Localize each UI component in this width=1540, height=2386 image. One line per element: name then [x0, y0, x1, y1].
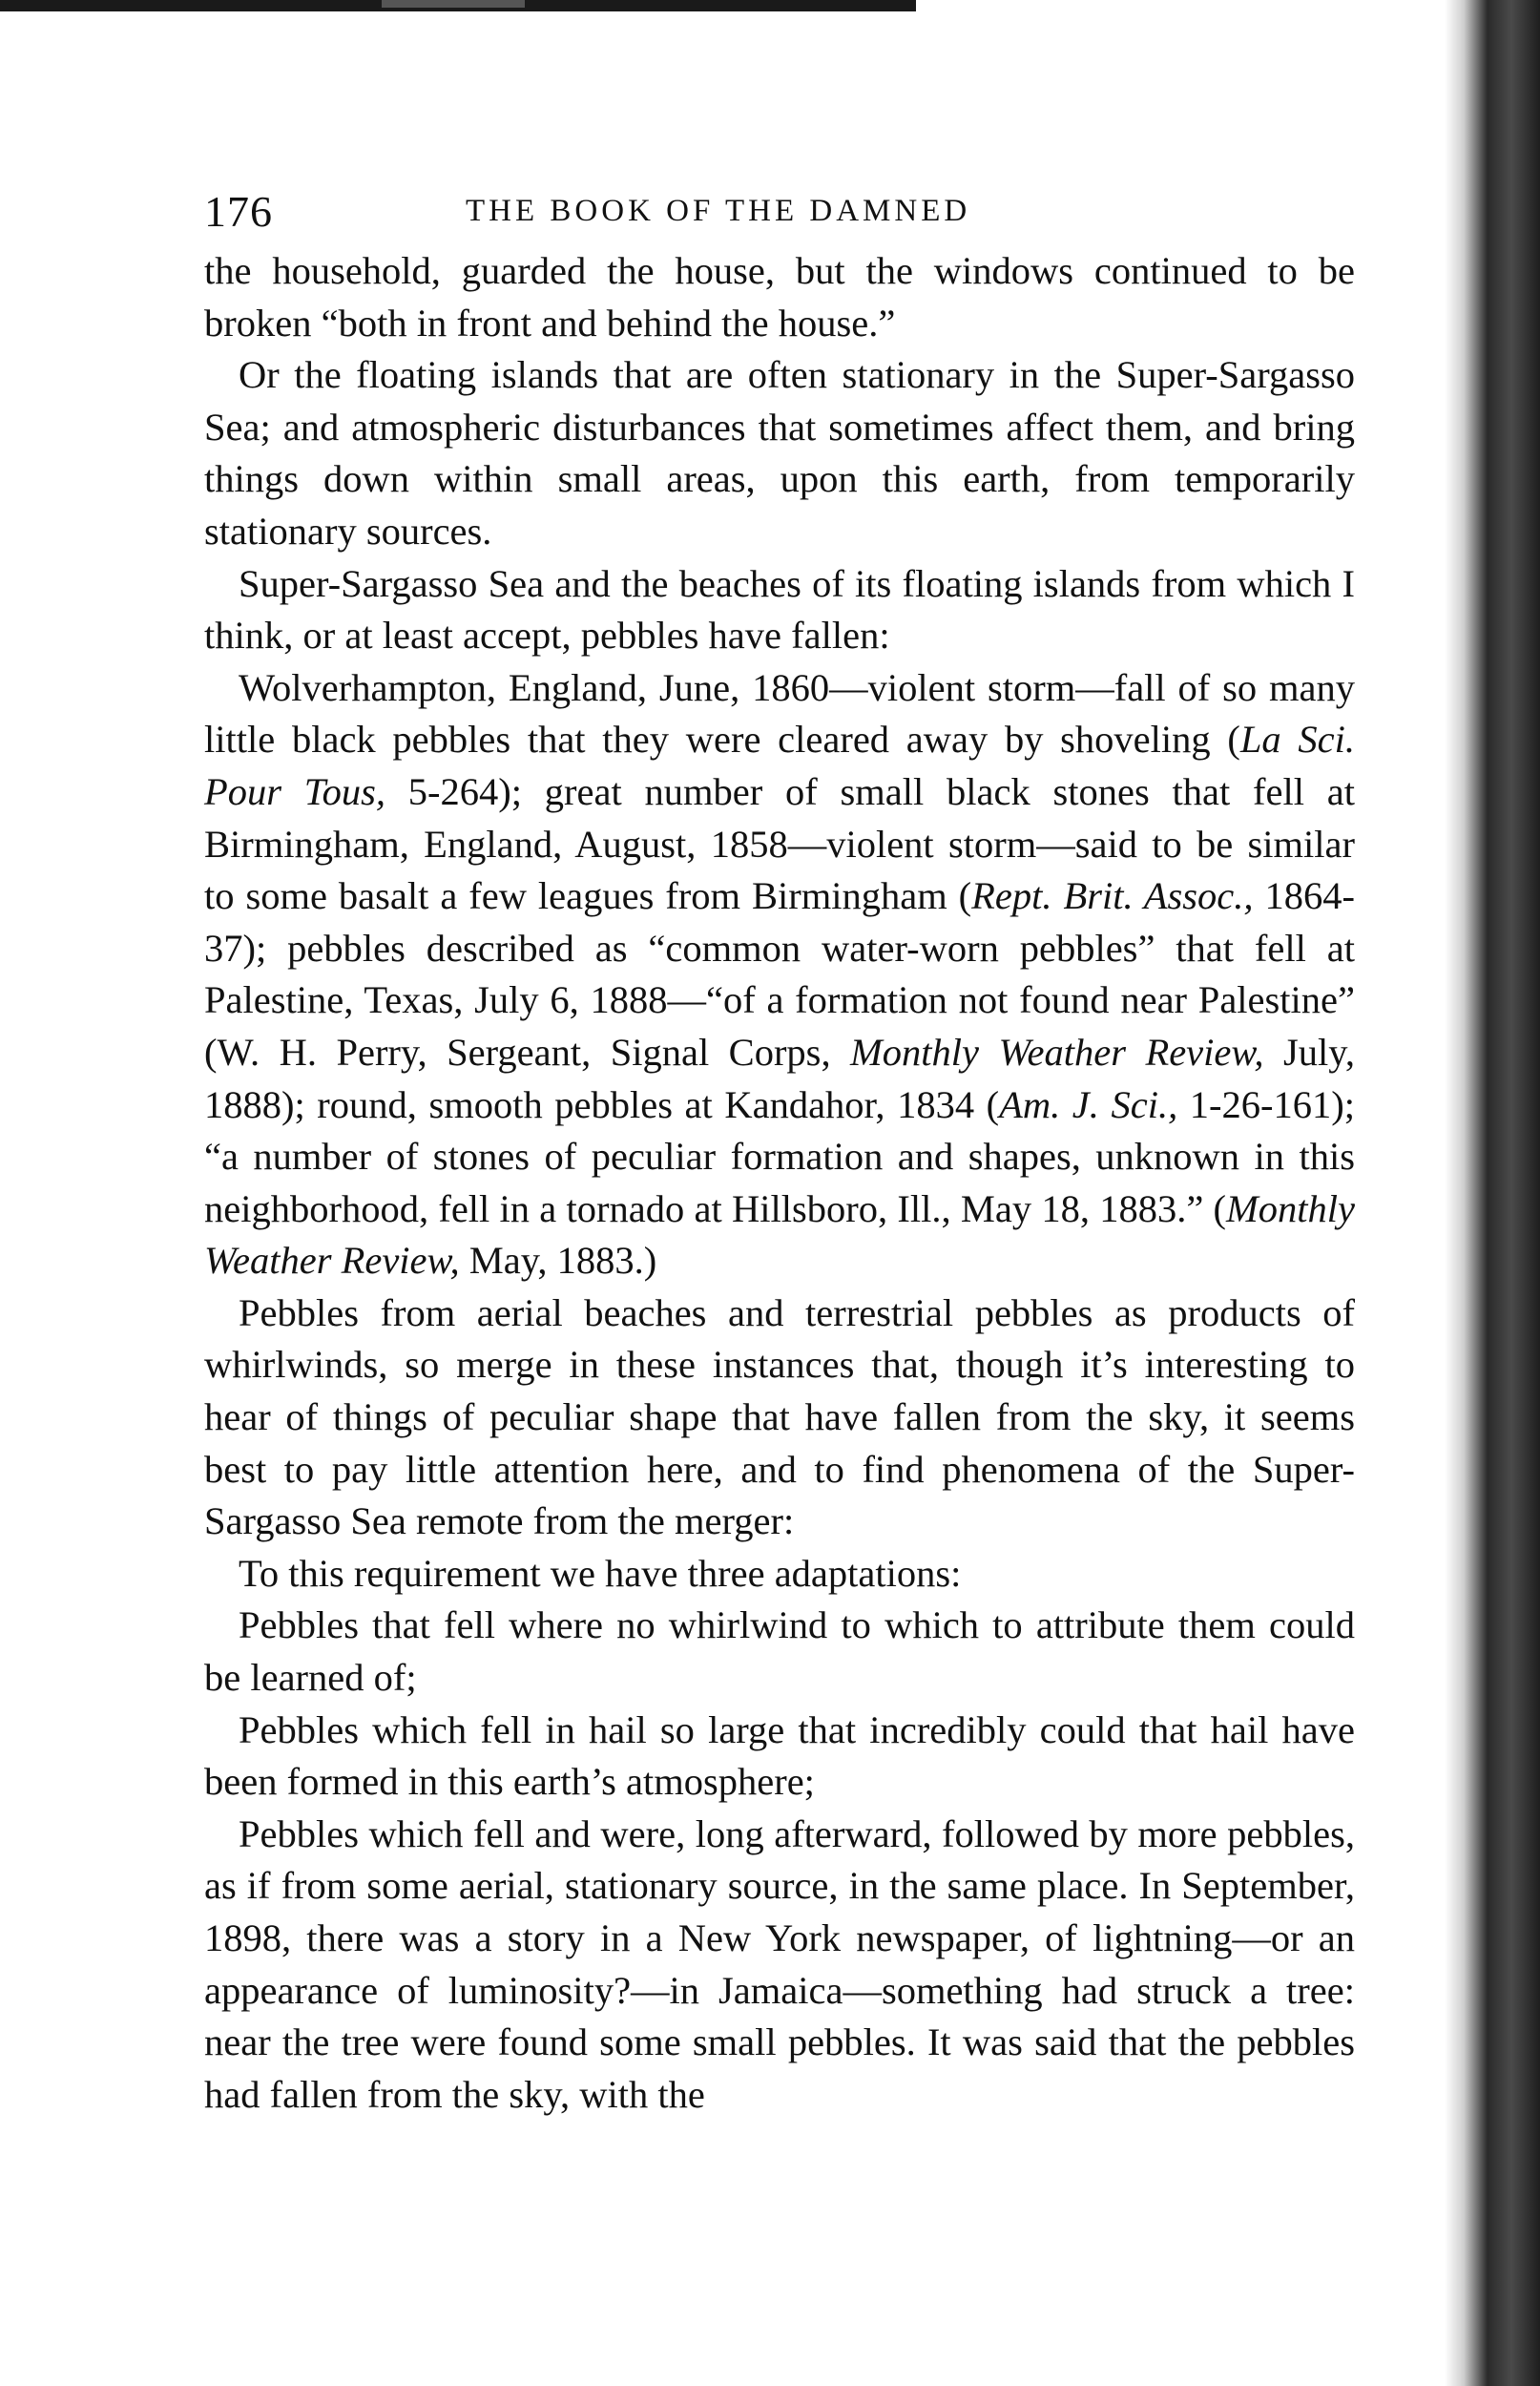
body-text [204, 245, 1355, 2121]
paragraph-text: Pebbles which fell in hail so large that incredibly could that hail have been formed in this earth’s atmosphere; [204, 1707, 1355, 1804]
paragraph-text: July, 1888); round, smooth pebbles at Kandahor, 1834 ( [204, 1030, 1355, 1126]
paragraph-4 [204, 662, 1355, 1287]
paragraph-text: Super-Sargasso Sea and the beaches of its floating islands from which I think, or at least accept, pebbles have fallen: [204, 561, 1355, 658]
citation-title: Am. J. Sci., [999, 1082, 1178, 1126]
paragraph-9 [204, 1809, 1355, 2122]
paragraph-text: 1-26-161); “a number of stones of peculiar formation and shapes, unknown in this neighborhood, fell in a tornado at Hillsboro, Ill., May 18, 1883.” ( [204, 1082, 1355, 1230]
citation-title: Rept. Brit. Assoc., [971, 874, 1254, 918]
paragraph-text: Pebbles from aerial beaches and terrestrial pebbles as products of whirlwinds, so merge in these instances that, though it’s interesting to hear of things of peculiar shape that have fallen from the sky, it seems best to pay little attention here, and to find phenomena of the Super-Sargasso Sea remote from the merger: [204, 1290, 1355, 1543]
paragraph-text: Pebbles that fell where no whirlwind to which to attribute them could be learned of; [204, 1603, 1355, 1700]
book-title: THE BOOK OF THE DAMNED [466, 194, 971, 228]
citation-title: Monthly Weather Review, [850, 1030, 1264, 1074]
paragraph-text: Wolverhampton, England, June, 1860—violent storm—fall of so many little black pebbles that they were cleared away by shoveling ( [204, 665, 1355, 762]
paragraph-5 [204, 1287, 1355, 1548]
paragraph-text: the household, guarded the house, but the windows continued to be broken “both in front and behind the house.” [204, 249, 1355, 345]
paragraph-3 [204, 558, 1355, 662]
paragraph-text: Pebbles which fell and were, long afterward, followed by more pebbles, as if from some aerial, stationary source, in the same place. In September, 1898, there was a story in a New York newspaper, of lightning—or an appearance of luminosity?—in Jamaica—something had struck a tree: near the tree were found some small pebbles. It was said that the pebbles had fallen from the sky, with the [204, 1811, 1355, 2116]
paragraph-text: To this requirement we have three adaptations: [239, 1551, 962, 1595]
paragraph-2 [204, 349, 1355, 557]
paragraph-8 [204, 1705, 1355, 1809]
paragraph-text: 1864-37); pebbles described as “common water-worn pebbles” that fell at Palestine, Texas, July 6, 1888—“of a formation not found near Palestine” (W. H. Perry, Sergeant, Signal Corps, [204, 874, 1355, 1074]
page-number: 176 [204, 187, 273, 236]
paragraph-text: May, 1883.) [459, 1239, 657, 1283]
book-page [204, 186, 1355, 2121]
running-head [204, 186, 1355, 245]
scan-right-edge [1445, 0, 1540, 2386]
citation-title: La Sci. Pour Tous, [204, 718, 1355, 813]
paragraph-text: Or the floating islands that are often stationary in the Super-Sargasso Sea; and atmospheric disturbances that sometimes affect them, and bring things down within small areas, upon this earth, from temporarily stationary sources. [204, 353, 1355, 553]
scan-top-mark [382, 0, 525, 8]
paragraph-6 [204, 1548, 1355, 1601]
paragraph-7 [204, 1600, 1355, 1704]
citation-title: Monthly Weather Review, [204, 1186, 1355, 1283]
paragraph-text: 5-264); great number of small black stones that fell at Birmingham, England, August, 1858—violent storm—said to be similar to some basalt a few leagues from Birmingham ( [204, 769, 1355, 918]
paragraph-1 [204, 245, 1355, 349]
